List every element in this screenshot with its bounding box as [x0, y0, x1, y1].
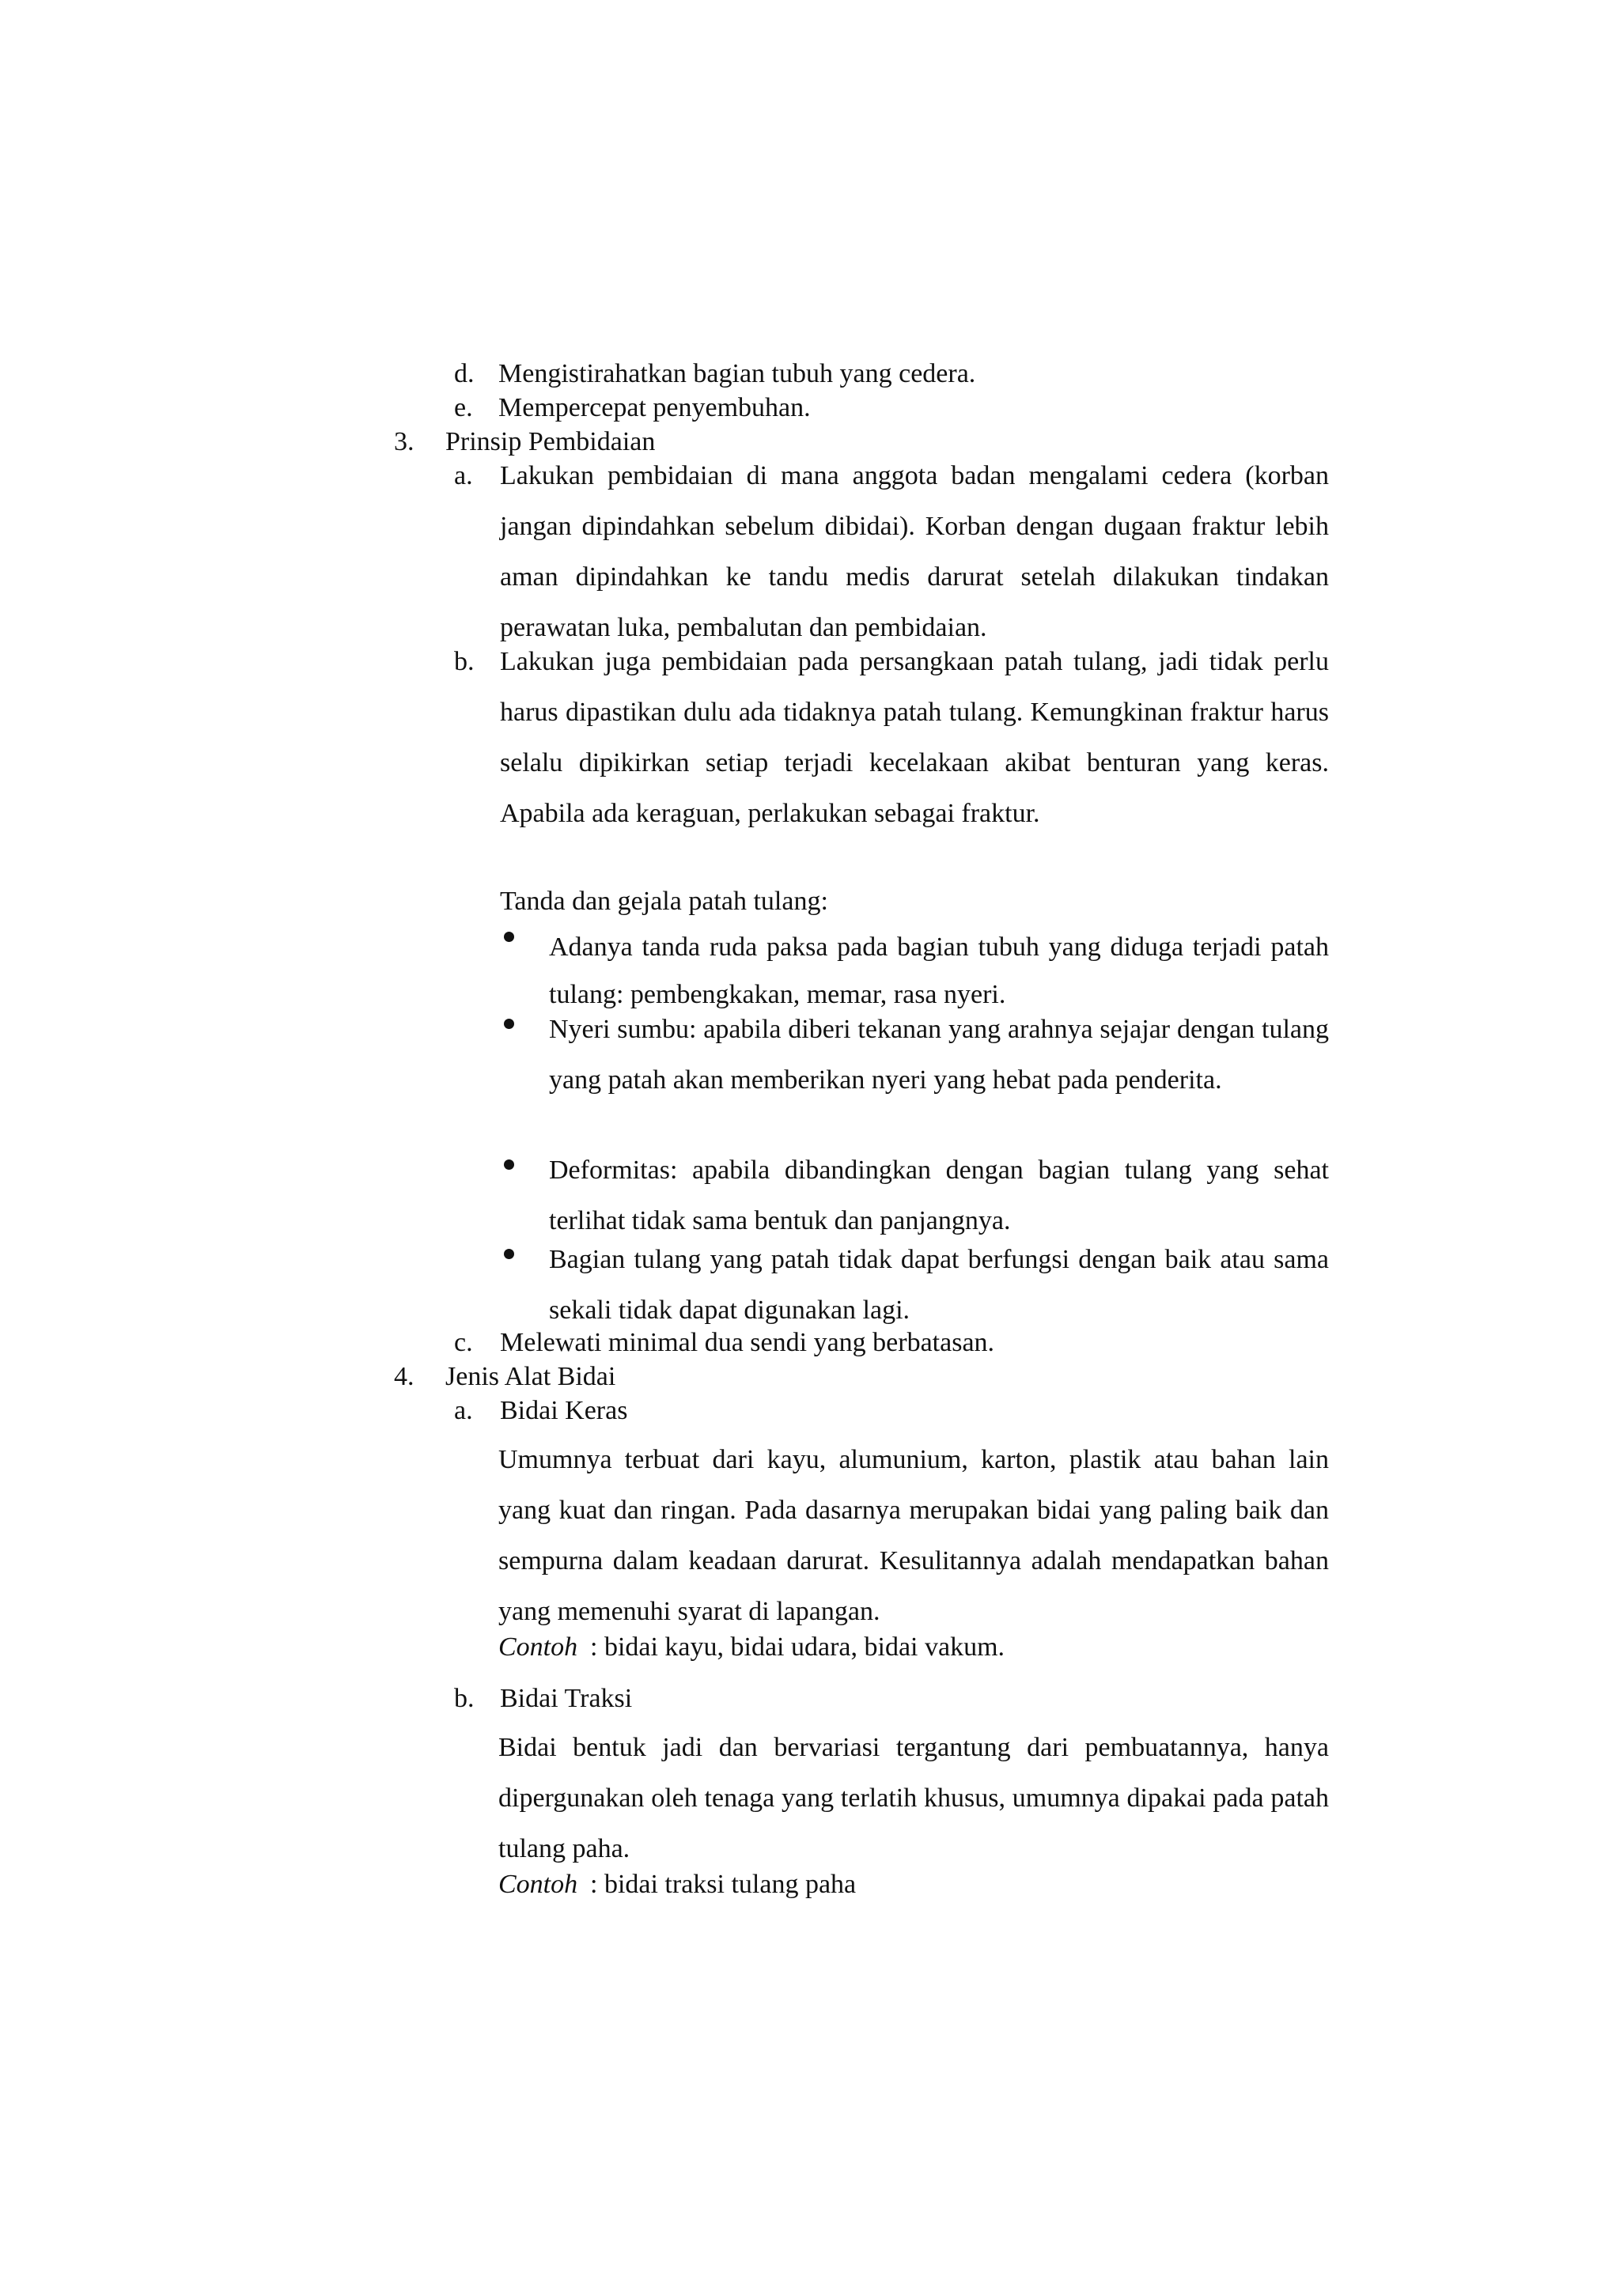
example-4a [498, 1630, 1329, 1664]
item-marker-4b: b. [454, 1684, 475, 1713]
example-4b [498, 1867, 1329, 1901]
item-body-4b: Bidai bentuk jadi dan bervariasi tergantung dari pembuatannya, hanya dipergunakan oleh tenaga yang terlatih khusus, umumnya dipakai pada patah tulang paha. [498, 1733, 1329, 1863]
item-title-4b: Bidai Traksi [500, 1684, 633, 1713]
bullet-icon [504, 1249, 514, 1259]
item-marker-e: e. [454, 393, 473, 422]
item-marker-4a: a. [454, 1396, 473, 1425]
item-body-4a: Umumnya terbuat dari kayu, alumunium, karton, plastik atau bahan lain yang kuat dan ringan. Pada dasarnya merupakan bidai yang paling baik dan sempurna dalam keadaan darurat. Kesulitannya adalah mendapatkan bahan yang memenuhi syarat di lapangan. [498, 1445, 1329, 1626]
item-marker-3b: b. [454, 647, 475, 676]
section-3-item-a [0, 459, 1620, 649]
section-3-title: Prinsip Pembidaian [445, 427, 656, 456]
bullet-icon [504, 1159, 514, 1170]
list-item-d [0, 357, 1620, 391]
item-text-3a: Lakukan pembidaian di mana anggota badan mengalami cedera (korban jangan dipindahkan sebelum dibidai). Korban dengan dugaan fraktur lebih aman dipindahkan ke tandu medis darurat setelah dilakukan tindakan perawatan luka, pembalutan dan pembidaian. [500, 461, 1329, 642]
item-text-3b: Lakukan juga pembidaian pada persangkaan patah tulang, jadi tidak perlu harus dipastikan dulu ada tidaknya patah tulang. Kemungkinan fraktur harus selalu dipikirkan setiap terjadi kecelakaan akibat benturan yang keras. Apabila ada keraguan, perlakukan sebagai fraktur. [500, 647, 1329, 828]
item-title-4a: Bidai Keras [500, 1396, 628, 1425]
item-marker-d: d. [454, 359, 475, 388]
example-label: Contoh [498, 1632, 578, 1662]
item-marker-3c: c. [454, 1328, 473, 1357]
bullet-item [0, 924, 1620, 1011]
bullet-icon [504, 932, 514, 942]
bullet-text: Bagian tulang yang patah tidak dapat berfungsi dengan baik atau sama sekali tidak dapat digunakan lagi. [549, 1245, 1329, 1325]
example-text: : bidai traksi tulang paha [590, 1870, 857, 1899]
section-4-heading [0, 1360, 1620, 1394]
example-text: : bidai kayu, bidai udara, bidai vakum. [590, 1632, 1005, 1662]
section-3-item-c [0, 1326, 1620, 1360]
section-4-title: Jenis Alat Bidai [445, 1362, 616, 1391]
section-3-number: 3. [394, 427, 414, 456]
item-text-d: Mengistirahatkan bagian tubuh yang cedera. [498, 359, 976, 388]
section-3-item-b [0, 645, 1620, 882]
bullet-text: Deformitas: apabila dibandingkan dengan bagian tulang yang sehat terlihat tidak sama bentuk dan panjangnya. [549, 1156, 1329, 1235]
example-label: Contoh [498, 1870, 578, 1899]
section-4-number: 4. [394, 1362, 414, 1391]
item-marker-3a: a. [454, 461, 473, 490]
bullet-text: Nyeri sumbu: apabila diberi tekanan yang arahnya sejajar dengan tulang yang patah akan memberikan nyeri yang hebat pada penderita. [549, 1015, 1329, 1095]
item-text-3c: Melewati minimal dua sendi yang berbatasan. [500, 1328, 995, 1357]
bullet-item [0, 1008, 1620, 1142]
bullet-icon [504, 1019, 514, 1029]
section-4-item-a [0, 1394, 1620, 1428]
list-item-e [0, 391, 1620, 425]
bullet-item [0, 1148, 1620, 1235]
signs-heading-text: Tanda dan gejala patah tulang: [500, 887, 828, 916]
bullet-item [0, 1238, 1620, 1325]
signs-heading [500, 884, 1329, 918]
bullet-text: Adanya tanda ruda paksa pada bagian tubuh yang diduga terjadi patah tulang: pembengkakan, memar, rasa nyeri. [549, 932, 1329, 1009]
section-4-item-b [0, 1681, 1620, 1715]
item-text-e: Mempercepat penyembuhan. [498, 393, 811, 422]
